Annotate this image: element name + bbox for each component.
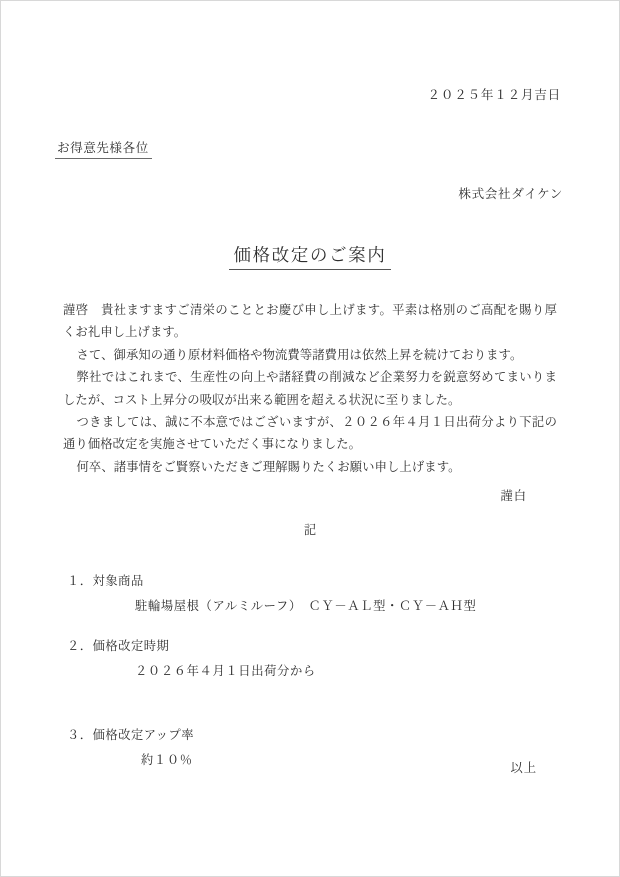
- document-title: [1, 241, 619, 270]
- ki-mark: 記: [303, 523, 317, 537]
- item-heading: ２．価格改定時期: [67, 639, 170, 653]
- letter-sheet: [1, 1, 619, 876]
- closing-word: 謹白: [500, 489, 527, 503]
- body-paragraph-5: 何卒、諸事情をご賢察いただきご理解賜りたくお願い申し上げます。: [76, 459, 461, 474]
- document-date: ２０２５年１２月吉日: [427, 88, 561, 102]
- body-paragraph-2: さて、御承知の通り原材料価格や物流費等諸費用は依然上昇を続けております。: [76, 347, 523, 362]
- item-detail: 約１０％: [141, 753, 193, 767]
- end-mark: 以上: [510, 761, 537, 775]
- item-heading: １．対象商品: [67, 574, 144, 588]
- item-detail: ２０２６年４月１日出荷分から: [135, 664, 316, 678]
- item-heading: ３．価格改定アップ率: [67, 728, 195, 742]
- items-list: [67, 571, 557, 780]
- recipient-line: お得意先様各位: [55, 137, 152, 159]
- list-item: [67, 636, 557, 679]
- letter-body: [63, 299, 557, 478]
- list-item: [67, 571, 557, 614]
- item-detail: 駐輪場屋根（アルミルーフ） ＣＹ－ＡＬ型・ＣＹ－ＡＨ型: [135, 599, 477, 613]
- document-title-text: 価格改定のご案内: [229, 241, 390, 270]
- body-paragraph-salutation: 謹啓 貴社ますますご清栄のこととお慶び申し上げます。平素は格別のご高配を賜り厚くお礼申し上げます。: [63, 303, 557, 340]
- sender-company-name: 株式会社ダイケン: [458, 187, 563, 201]
- list-item: [67, 725, 557, 768]
- body-paragraph-3: 弊社ではこれまで、生産性の向上や諸経費の削減など企業努力を鋭意努めてまいりましたが、コスト上昇分の吸収が出来る範囲を超える状況に至りました。: [63, 370, 557, 407]
- body-paragraph-4: つきましては、誠に不本意ではございますが、２０２６年４月１日出荷分より下記の通り価格改定を実施させていただく事になりました。: [63, 414, 557, 452]
